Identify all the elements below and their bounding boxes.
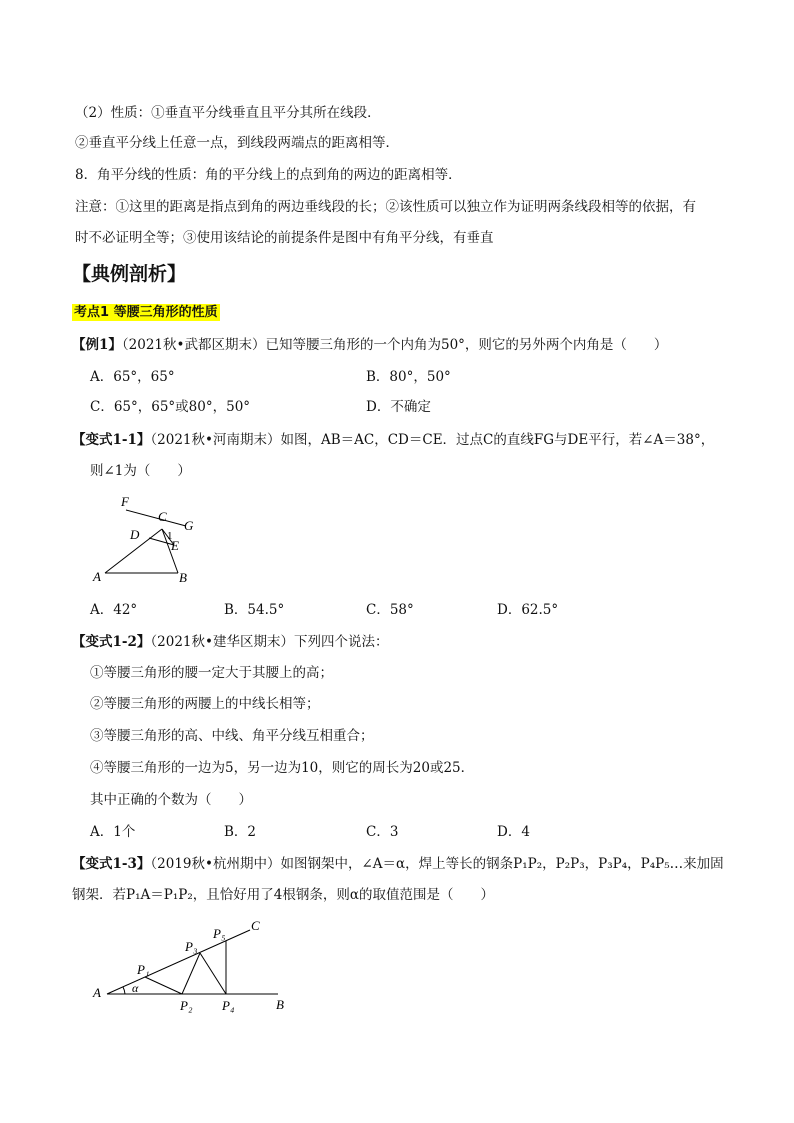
figure-label-a: A [93,569,101,584]
example-1-text: （2021秋•武都区期末）已知等腰三角形的一个内角为50°，则它的另外两个内角是（ ） [121,337,668,353]
note-line-1: 注意：①这里的距离是指点到角的两边垂线段的长；②该性质可以独立作为证明两条线段相等的依据，有 [75,199,696,215]
figure-label-1: 1 [167,530,173,542]
variant-1-1-option-d: D．62.5° [497,602,559,618]
figure-label-g: G [184,518,194,533]
example-1-option-d: D．不确定 [366,399,431,415]
variant-1-3-stem [72,855,724,873]
frame-label-p2: P₂ [180,998,193,1013]
variant-1-1-stem [72,431,714,449]
variant-1-3-text-line-1: （2019秋•杭州期中）如图钢架中，∠A＝α，焊上等长的钢条P₁P₂，P₂P₃，P₃P₄，P₄P₅…来加固 [150,856,724,872]
frame-bar-p1p2 [145,977,182,994]
frame-label-b: B [276,997,284,1012]
frame-label-p3: P₃ [185,939,198,954]
frame-label-p5: P₅ [213,926,226,941]
figure-label-e: E [171,538,179,553]
variant-1-2-option-c: C．3 [366,824,399,840]
variant-1-1-option-a: A．42° [90,602,138,618]
section-title: 【典例剖析】 [72,263,187,285]
variant-1-2-option-a: A．1个 [90,824,136,840]
figure-label-f: F [121,494,129,509]
variant-1-2-option-d: D．4 [497,824,530,840]
frame-ray-ac [107,930,250,994]
variant-1-3-text-line-2: 钢架．若P₁A＝P₁P₂，且恰好用了4根钢条，则α的取值范围是（ ） [72,887,494,903]
variant-1-2-statement-4: ④等腰三角形的一边为5，另一边为10，则它的周长为20或25． [90,760,475,776]
variant-1-1-tag: 【变式1-1】 [72,432,151,448]
figure-label-c: C [158,509,167,524]
figure-label-d: D [130,527,140,542]
variant-1-2-statement-1: ①等腰三角形的腰一定大于其腰上的高； [90,665,333,681]
perp-bisector-line-1: （2）性质：①垂直平分线垂直且平分其所在线段． [75,105,381,121]
figure-line-fg [126,510,186,526]
frame-label-p4: P₄ [222,998,235,1013]
variant-1-1-text-line-1: （2021秋•河南期末）如图，AB＝AC，CD＝CE．过点C的直线FG与DE平行，若∠A＝38°， [150,432,715,448]
variant-1-1-option-c: C．58° [366,602,414,618]
figure-label-b: B [179,570,187,585]
variant-1-2-stem [72,633,388,651]
frame-label-c: C [251,918,260,933]
frame-label-alpha: α [132,981,139,995]
variant-1-2-statement-3: ③等腰三角形的高、中线、角平分线互相重合； [90,728,374,744]
frame-angle-arc [123,987,125,994]
variant-1-3-steel-frame-figure [85,912,300,1017]
variant-1-1-text-line-2: 则∠1为（ ） [90,463,191,479]
variant-1-2-text: （2021秋•建华区期末）下列四个说法： [150,634,389,650]
variant-1-1-option-b: B．54.5° [224,602,285,618]
note-line-2: 时不必证明全等；③使用该结论的前提条件是图中有角平分线，有垂直 [75,230,494,246]
perp-bisector-line-2: ②垂直平分线上任意一点，到线段两端点的距离相等． [75,135,399,151]
variant-1-1-triangle-figure [85,490,210,590]
frame-label-p1: P₁ [137,962,150,977]
frame-bar-p3p4 [200,953,226,994]
variant-1-2-statement-2: ②等腰三角形的两腰上的中线长相等； [90,696,320,712]
example-1-option-a: A．65°，65° [90,369,175,385]
example-1-option-b: B．80°，50° [366,369,451,385]
variant-1-3-tag: 【变式1-3】 [72,856,151,872]
example-1-tag: 【例1】 [72,337,122,353]
example-1-option-c: C．65°，65°或80°，50° [90,399,251,415]
variant-1-2-option-b: B．2 [224,824,257,840]
frame-label-a: A [93,985,101,1000]
variant-1-2-question: 其中正确的个数为（ ） [90,792,252,808]
topic-1-highlight-label: 考点1 等腰三角形的性质 [74,305,218,320]
angle-bisector-property: 8．角平分线的性质：角的平分线上的点到角的两边的距离相等． [75,167,462,183]
variant-1-2-tag: 【变式1-2】 [72,634,151,650]
example-1-stem [72,336,667,354]
topic-1-row [72,303,220,322]
